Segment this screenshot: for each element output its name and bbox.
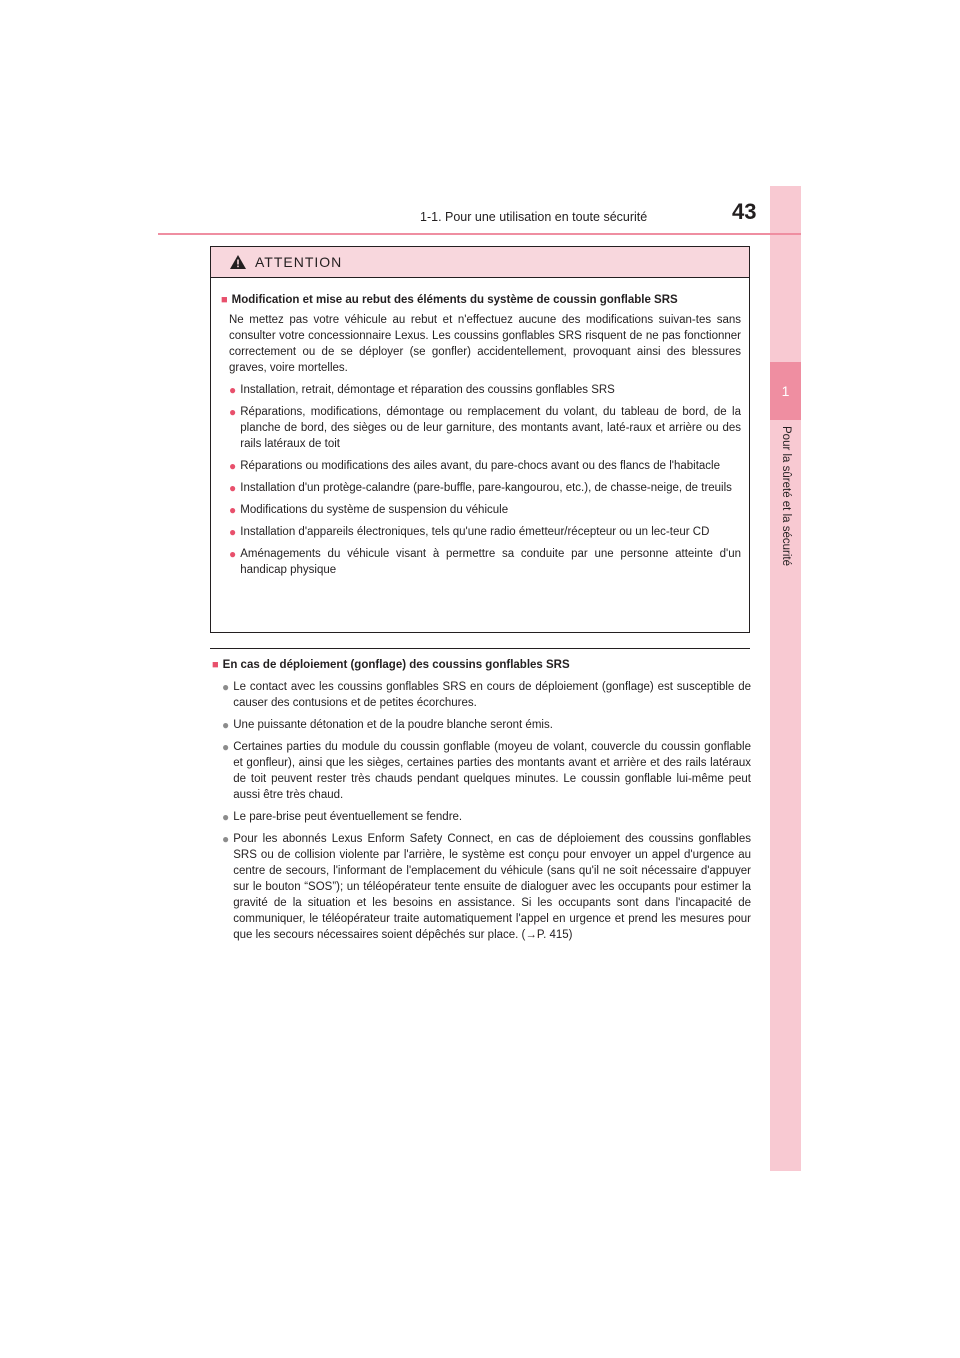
list-item-text: Aménagements du véhicule visant à permettre sa conduite par une personne atteinte d'un handicap physique <box>240 548 741 576</box>
list-item-text: Installation d'appareils électroniques, tels qu'une radio émetteur/récepteur ou un lec-teur CD <box>240 526 710 538</box>
deployment-section-title <box>212 657 751 673</box>
warning-section-title <box>221 292 741 308</box>
chapter-number: 1 <box>781 383 790 399</box>
list-item <box>221 546 741 578</box>
round-bullet-icon: ● <box>222 810 230 824</box>
list-item-text: Une puissante détonation et de la poudre blanche seront émis. <box>233 719 553 731</box>
list-item-text: Réparations ou modifications des ailes avant, du pare-chocs avant ou des flancs de l'habitacle <box>240 460 720 472</box>
warning-triangle-icon <box>229 254 247 270</box>
list-item <box>221 404 741 452</box>
list-item <box>221 458 741 474</box>
square-bullet-icon: ■ <box>212 659 219 671</box>
round-bullet-icon: ● <box>229 525 237 539</box>
list-item <box>221 524 741 540</box>
section-divider <box>210 648 750 649</box>
deployment-section <box>212 657 751 943</box>
round-bullet-icon: ● <box>222 680 230 694</box>
round-bullet-icon: ● <box>222 718 230 732</box>
list-item <box>212 679 751 711</box>
warning-heading: ATTENTION <box>255 254 343 270</box>
warning-body <box>211 278 749 578</box>
deployment-title-text: En cas de déploiement (gonflage) des coussins gonflables SRS <box>222 659 570 671</box>
list-item-text: Réparations, modifications, démontage ou remplacement du volant, du tableau de bord, de la planche de bord, des sièges ou de leur garniture, des montants avant, laté-raux et arrière ou des rails latéraux de toit <box>240 406 741 450</box>
chapter-side-tab <box>770 186 801 1171</box>
list-item-text: Installation d'un protège-calandre (pare-buffle, pare-kangourou, etc.), de chasse-neige, de treuils <box>240 482 732 494</box>
round-bullet-icon: ● <box>222 740 230 754</box>
list-item-text: Modifications du système de suspension du véhicule <box>240 504 509 516</box>
list-item <box>212 717 751 733</box>
chapter-label: Pour la sûreté et la sécurité <box>780 426 792 566</box>
list-item <box>221 382 741 398</box>
warning-header <box>211 247 749 278</box>
round-bullet-icon: ● <box>229 405 237 419</box>
warning-intro: Ne mettez pas votre véhicule au rebut et n'effectuez aucune des modifications suivan-tes sans consulter votre concessionnaire Lexus. Les coussins gonflables SRS risquent de ne pas fonctionner correctement ou de se déployer (se gonfler) accidentellement, provoquant ainsi des blessures graves, voire mortelles. <box>229 314 741 374</box>
list-item-text: Le contact avec les coussins gonflables SRS en cours de déploiement (gonflage) est susceptible de causer des contusions et de petites écorchures. <box>233 681 751 709</box>
list-item <box>221 480 741 496</box>
round-bullet-icon: ● <box>229 503 237 517</box>
warning-box <box>210 246 750 633</box>
chapter-number-tab[interactable] <box>770 362 801 420</box>
header-divider <box>158 233 801 235</box>
round-bullet-icon: ● <box>222 832 230 846</box>
round-bullet-icon: ● <box>229 459 237 473</box>
round-bullet-icon: ● <box>229 481 237 495</box>
list-item-text: Installation, retrait, démontage et réparation des coussins gonflables SRS <box>240 384 615 396</box>
warning-title-text: Modification et mise au rebut des éléments du système de coussin gonflable SRS <box>231 294 678 306</box>
round-bullet-icon: ● <box>229 547 237 561</box>
list-item-text: Pour les abonnés Lexus Enform Safety Connect, en cas de déploiement des coussins gonflables SRS ou de collision violente par l'arrière, le système est conçu pour envoyer un appel d'urgence au centre de secours, l'informant de l'emplacement du véhicule (sans qu'il ne soit nécessaire d'appuyer sur le bouton “SOS”); un téléopérateur tente ensuite de dialoguer avec les occupants pour estimer la gravité de la situation et les besoins en assistance. Si les occupants sont dans l'incapacité de communiquer, le téléopérateur traite automatiquement l'appel en urgence et prend les mesures pour que les secours nécessaires soient dépêchés sur place. (→P. 415) <box>233 833 751 941</box>
list-item <box>212 739 751 803</box>
square-bullet-icon: ■ <box>221 294 228 306</box>
list-item-text: Le pare-brise peut éventuellement se fendre. <box>233 811 463 823</box>
round-bullet-icon: ● <box>229 383 237 397</box>
section-header: 1-1. Pour une utilisation en toute sécurité <box>420 210 648 224</box>
page-number: 43 <box>732 199 757 224</box>
list-item <box>212 831 751 943</box>
list-item-text: Certaines parties du module du coussin gonflable (moyeu de volant, couvercle du coussin gonflable et gonfleur), ainsi que les sièges, certaines parties des montants avant et arrière et des rails latéraux de toit peuvent rester très chauds pendant quelques minutes. Le coussin gonflable lui-même peut aussi être très chaud. <box>233 741 751 801</box>
list-item <box>212 809 751 825</box>
list-item <box>221 502 741 518</box>
